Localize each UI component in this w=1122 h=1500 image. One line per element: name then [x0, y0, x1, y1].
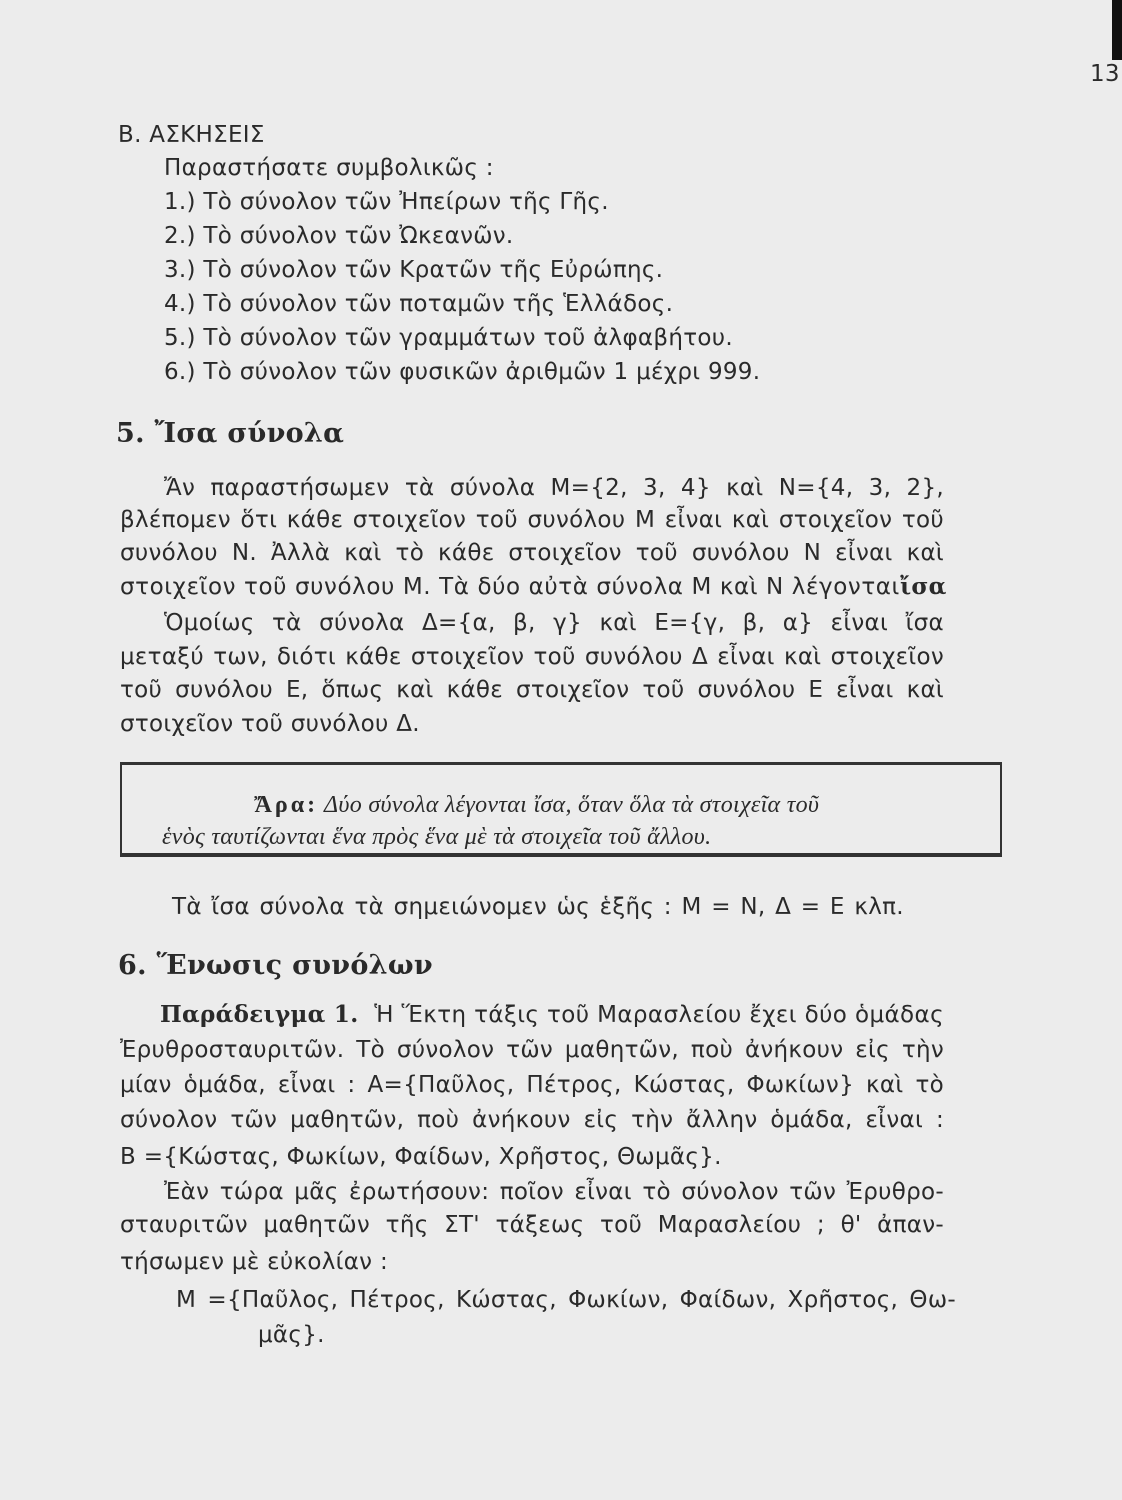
paragraph-line: μᾶς}.: [258, 1322, 325, 1348]
exercise-item: 2.) Τὸ σύνολον τῶν Ὠκεανῶν.: [164, 223, 514, 249]
exercise-item: 3.) Τὸ σύνολον τῶν Κρατῶν τῆς Εὐρώπης.: [164, 257, 664, 283]
paragraph-line: Μ ={Παῦλος, Πέτρος, Κώστας, Φωκίων, Φαίδων, Χρῆστος, Θω-: [176, 1287, 956, 1313]
definition-box: [120, 762, 1002, 857]
exercise-item: 4.) Τὸ σύνολον τῶν ποταμῶν τῆς Ἑλλάδος.: [164, 291, 674, 317]
paragraph-line: Ἐὰν τώρα μᾶς ἐρωτήσουν: ποῖον εἶναι τὸ σύνολον τῶν Ἐρυθρο-: [164, 1179, 944, 1205]
exercises-heading: Β. ΑΣΚΗΣΕΙΣ: [118, 122, 265, 148]
paragraph-line: σταυριτῶν μαθητῶν τῆς ΣΤ' τάξεως τοῦ Μαρασλείου ; θ' ἀπαν-: [120, 1212, 944, 1238]
paragraph-line: Ἐρυθροσταυριτῶν. Τὸ σύνολον τῶν μαθητῶν, ποὺ ἀνήκουν εἰς τὴν: [120, 1037, 944, 1063]
exercise-item: 5.) Τὸ σύνολον τῶν γραμμάτων τοῦ ἀλφαβήτου.: [164, 325, 733, 351]
definition-text: Δύο σύνολα λέγονται ἴσα, ὅταν ὅλα τὰ στοιχεῖα τοῦ: [324, 792, 820, 818]
scan-edge: [1112, 0, 1122, 60]
paragraph-line: Ἡ Ἕκτη τάξις τοῦ Μαρασλείου ἔχει δύο ὁμάδας: [374, 1002, 944, 1028]
definition-label: Ἄρα:: [254, 792, 319, 818]
exercise-item: 1.) Τὸ σύνολον τῶν Ἠπείρων τῆς Γῆς.: [164, 189, 609, 215]
paragraph-line: σύνολον τῶν μαθητῶν, ποὺ ἀνήκουν εἰς τὴν ἄλλην ὁμάδα, εἶναι :: [120, 1107, 944, 1133]
paragraph-line: τοῦ συνόλου Ε, ὅπως καὶ κάθε στοιχεῖον τοῦ συνόλου Ε εἶναι καὶ: [120, 677, 944, 703]
section-5-title: 5. Ἴσα σύνολα: [116, 418, 345, 449]
notation-line: Τὰ ἴσα σύνολα τὰ σημειώνομεν ὡς ἑξῆς : Μ = Ν, Δ = Ε κλπ.: [172, 894, 904, 920]
paragraph-line: τήσωμεν μὲ εὐκολίαν :: [120, 1249, 388, 1275]
paragraph-line: Ἄν παραστήσωμεν τὰ σύνολα Μ={2, 3, 4} καὶ Ν={4, 3, 2},: [164, 475, 944, 501]
exercises-intro: Παραστήσατε συμβολικῶς :: [164, 155, 494, 181]
paragraph-line: μεταξύ των, διότι κάθε στοιχεῖον τοῦ συνόλου Δ εἶναι καὶ στοιχεῖον: [120, 644, 944, 670]
exercise-item: 6.) Τὸ σύνολον τῶν φυσικῶν ἀριθμῶν 1 μέχρι 999.: [164, 359, 761, 385]
definition-text: ἑνὸς ταυτίζωνται ἕνα πρὸς ἕνα μὲ τὰ στοιχεῖα τοῦ ἄλλου.: [162, 824, 712, 850]
paragraph-line: βλέπομεν ὅτι κάθε στοιχεῖον τοῦ συνόλου Μ εἶναι καὶ στοιχεῖον τοῦ: [120, 507, 944, 533]
emphasis-isa: ἴσα: [899, 573, 947, 600]
page-number: 13: [1090, 61, 1120, 87]
paragraph-line: μίαν ὁμάδα, εἶναι : Α={Παῦλος, Πέτρος, Κώστας, Φωκίων} καὶ τὸ: [120, 1072, 944, 1098]
section-6-title: 6. Ἕνωσις συνόλων: [118, 950, 433, 981]
paragraph-line: στοιχεῖον τοῦ συνόλου Μ. Τὰ δύο αὐτὰ σύνολα Μ καὶ Ν λέγονται: [120, 574, 900, 600]
paragraph-line: στοιχεῖον τοῦ συνόλου Δ.: [120, 711, 420, 737]
paragraph-line: Β ={Κώστας, Φωκίων, Φαίδων, Χρῆστος, Θωμᾶς}.: [120, 1144, 722, 1170]
paragraph-line: Ὁμοίως τὰ σύνολα Δ={α, β, γ} καὶ Ε={γ, β, α} εἶναι ἴσα: [164, 610, 944, 636]
paragraph-line: συνόλου Ν. Ἀλλὰ καὶ τὸ κάθε στοιχεῖον τοῦ συνόλου Ν εἶναι καὶ: [120, 540, 944, 566]
example-label: Παράδειγμα 1.: [160, 1001, 359, 1028]
